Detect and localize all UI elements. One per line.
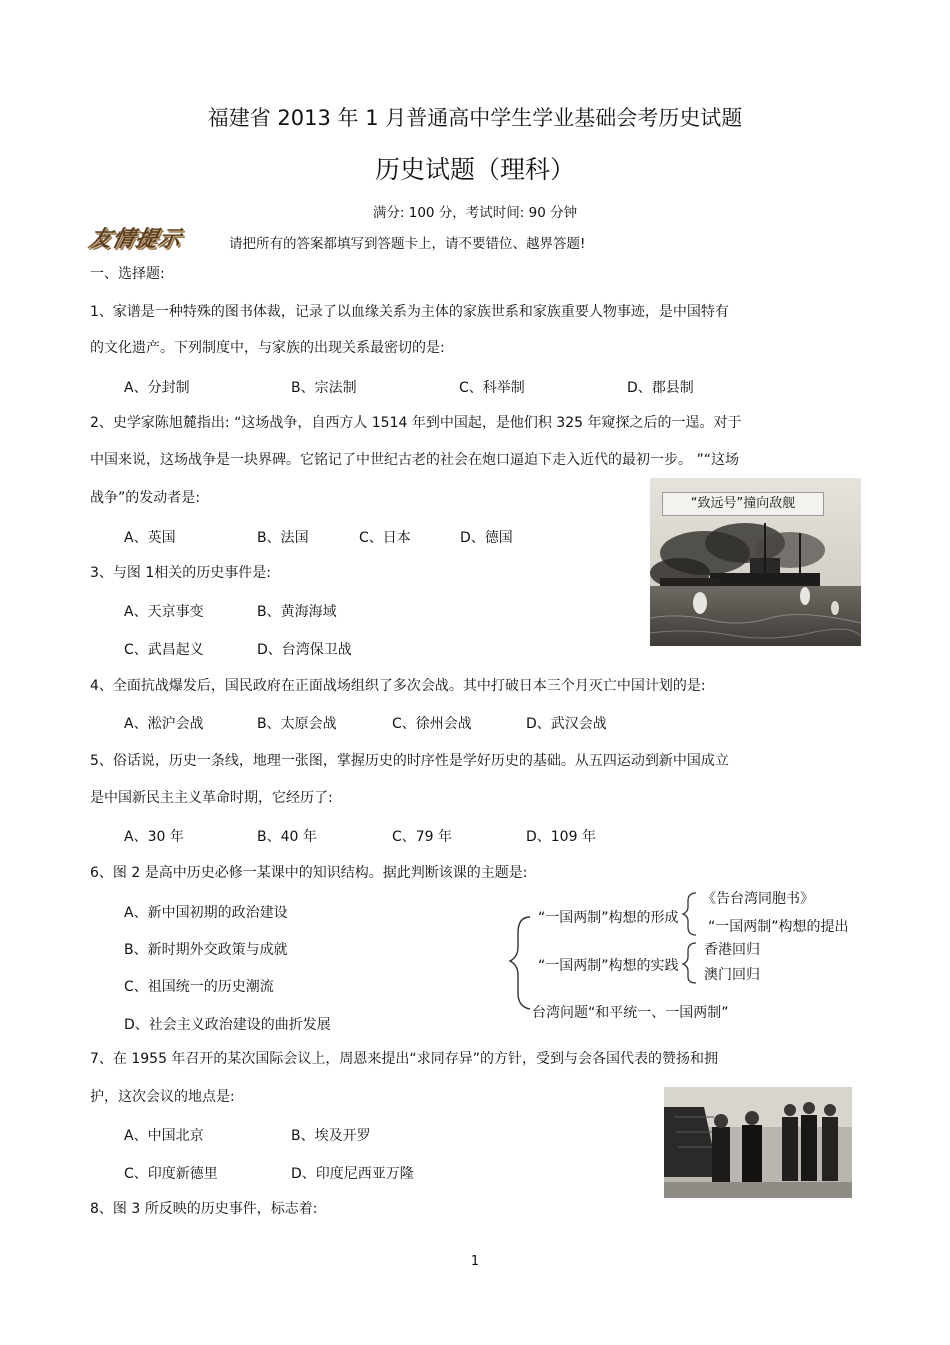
- q4-option-a: A、淞沪会战: [124, 716, 204, 732]
- q1-option-d: D、郡县制: [627, 380, 694, 396]
- q6-line1: 6、图 2 是高中历史必修一某课中的知识结构。据此判断该课的主题是:: [90, 865, 528, 881]
- diagram-node-formation: “一国两制”构想的形成: [538, 910, 679, 926]
- q3-option-c: C、武昌起义: [124, 642, 204, 658]
- q5-line1: 5、俗话说，历史一条线，地理一张图，掌握历史的时序性是学好历史的基础。从五四运动到新中国成立: [90, 753, 729, 769]
- q1-line1: 1、家谱是一种特殊的图书体裁，记录了以血缘关系为主体的家族世系和家族重要人物事迹，是中国特有: [90, 304, 729, 320]
- q3-option-b: B、黄海海域: [257, 604, 337, 620]
- exam-subtitle: 历史试题（理科）: [374, 155, 575, 184]
- q1-option-b: B、宗法制: [291, 380, 357, 396]
- exam-title: 福建省 2013 年 1 月普通高中学生学业基础会考历史试题: [207, 106, 743, 130]
- q1-option-a: A、分封制: [124, 380, 190, 396]
- q7-option-a: A、中国北京: [124, 1128, 204, 1144]
- section-heading: 一、选择题:: [90, 266, 165, 282]
- q2-line3: 战争”的发动者是:: [90, 490, 200, 506]
- q7-line2: 护，这次会议的地点是:: [90, 1089, 235, 1105]
- tip-logo: 友情提示: [86, 226, 185, 252]
- q2-option-d: D、德国: [460, 530, 513, 546]
- diagram-node-practice: “一国两制”构想的实践: [538, 958, 679, 974]
- figure1-caption: “致远号”撞向敌舰: [662, 492, 824, 516]
- q4-line1: 4、全面抗战爆发后，国民政府在正面战场组织了多次会战。其中打破日本三个月灭亡中国计划的是:: [90, 678, 706, 694]
- q4-option-d: D、武汉会战: [526, 716, 607, 732]
- q2-option-c: C、日本: [359, 530, 411, 546]
- q5-option-a: A、30 年: [124, 829, 184, 845]
- q6-option-b: B、新时期外交政策与成就: [124, 942, 288, 958]
- q7-option-b: B、埃及开罗: [291, 1128, 371, 1144]
- diagram-node-taiwan: 台湾问题“和平统一、一国两制”: [532, 1005, 729, 1021]
- q7-line1: 7、在 1955 年召开的某次国际会议上，周恩来提出“求同存异”的方针，受到与会各国代表的赞扬和拥: [90, 1051, 718, 1067]
- page-number: 1: [470, 1254, 480, 1269]
- q5-option-b: B、40 年: [257, 829, 317, 845]
- q2-option-b: B、法国: [257, 530, 309, 546]
- diagram-node-macau: 澳门回归: [704, 967, 760, 983]
- diagram-node-proposal: “一国两制”构想的提出: [708, 919, 849, 935]
- q2-option-a: A、英国: [124, 530, 176, 546]
- q2-line2: 中国来说，这场战争是一块界碑。它铭记了中世纪古老的社会在炮口逼迫下走入近代的最初一步。 ”“这场: [90, 452, 739, 468]
- diagram-node-hongkong: 香港回归: [704, 942, 760, 958]
- q1-option-c: C、科举制: [459, 380, 525, 396]
- q3-line1: 3、与图 1相关的历史事件是:: [90, 565, 271, 581]
- q4-option-b: B、太原会战: [257, 716, 337, 732]
- figure2-diagram: [506, 885, 866, 1025]
- q7-option-d: D、印度尼西亚万隆: [291, 1166, 414, 1182]
- figure3-handshake-photo: [664, 1087, 852, 1198]
- q1-line2: 的文化遗产。下列制度中，与家族的出现关系最密切的是:: [90, 340, 445, 356]
- q3-option-d: D、台湾保卫战: [257, 642, 352, 658]
- q5-line2: 是中国新民主主义革命时期，它经历了:: [90, 790, 333, 806]
- q6-option-c: C、祖国统一的历史潮流: [124, 979, 274, 995]
- q5-option-d: D、109 年: [526, 829, 596, 845]
- q5-option-c: C、79 年: [392, 829, 453, 845]
- tip-text: 请把所有的答案都填写到答题卡上，请不要错位、越界答题!: [229, 236, 586, 252]
- exam-meta: 满分: 100 分，考试时间: 90 分钟: [372, 205, 578, 221]
- q6-option-a: A、新中国初期的政治建设: [124, 905, 288, 921]
- q4-option-c: C、徐州会战: [392, 716, 472, 732]
- q3-option-a: A、天京事变: [124, 604, 204, 620]
- q7-option-c: C、印度新德里: [124, 1166, 218, 1182]
- diagram-node-letter: 《告台湾同胞书》: [702, 891, 814, 907]
- q8-line1: 8、图 3 所反映的历史事件，标志着:: [90, 1201, 318, 1217]
- q2-line1: 2、史学家陈旭麓指出: “这场战争，自西方人 1514 年到中国起，是他们积 325 年窥探之后的一逞。对于: [90, 415, 742, 431]
- q6-option-d: D、社会主义政治建设的曲折发展: [124, 1017, 331, 1033]
